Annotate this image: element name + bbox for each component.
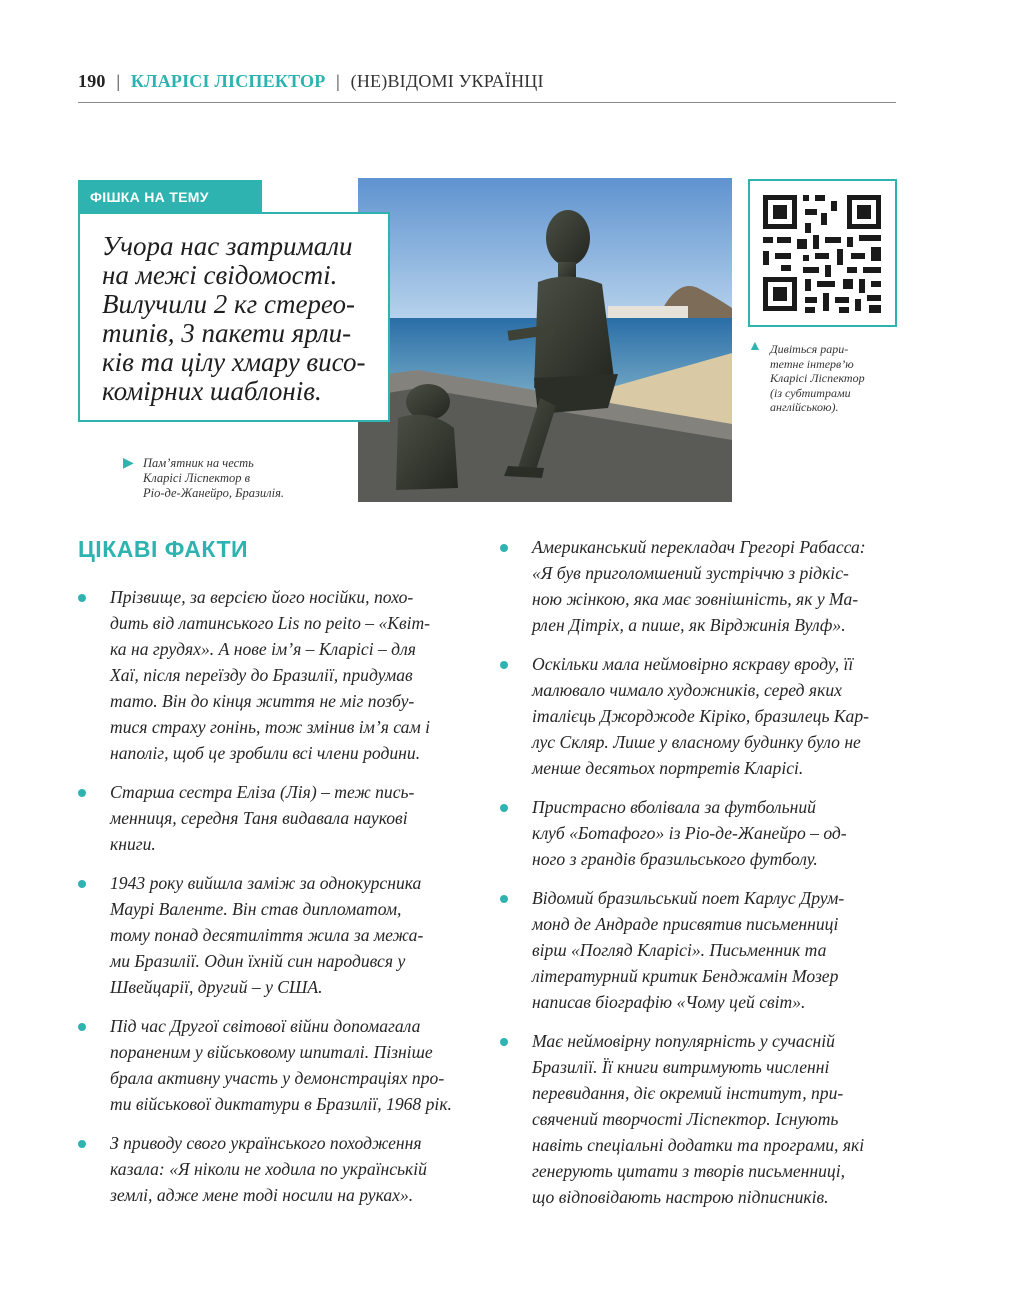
- fact-line: рлен Дітріх, а пише, як Вірджинія Вулф».: [532, 615, 846, 635]
- fact-line: З приводу свого українського походження: [110, 1133, 422, 1153]
- bullet-icon: [500, 1038, 508, 1046]
- bullet-icon: [78, 880, 86, 888]
- header-separator: |: [336, 71, 340, 91]
- fishka-line: комірних шаблонів.: [102, 376, 322, 406]
- bullet-icon: [500, 544, 508, 552]
- fact-item: [500, 794, 900, 872]
- fact-line: землі, адже мене тоді носили на руках».: [110, 1185, 414, 1205]
- qr-code-icon: [750, 181, 895, 325]
- fact-line: казала: «Я ніколи не ходила по українській: [110, 1159, 427, 1179]
- chapter-title: КЛАРІСІ ЛІСПЕКТОР: [130, 71, 326, 91]
- fact-line: італієць Джорджоде Кіріко, бразилець Кар-: [532, 706, 870, 726]
- fact-line: написав біографію «Чому цей світ».: [532, 992, 806, 1012]
- fact-line: Має неймовірну популярність у сучасній: [532, 1031, 835, 1051]
- qr-caption-line: (із субтитрами: [770, 385, 851, 400]
- bullet-icon: [500, 804, 508, 812]
- fact-line: вірш «Погляд Кларісі». Письменник та: [532, 940, 827, 960]
- bullet-icon: [78, 1023, 86, 1031]
- fact-line: «Я був приголомшений зустріччю з рідкіс-: [532, 563, 849, 583]
- fact-line: тато. Він до кінця життя не міг позбу-: [110, 691, 415, 711]
- fact-item: [500, 1028, 900, 1210]
- fact-item: [78, 870, 478, 1000]
- fact-line: Американський перекладач Грегорі Рабасса:: [532, 537, 866, 557]
- fact-item: [78, 1130, 478, 1208]
- fact-line: 1943 року вийшла заміж за однокурсника: [110, 873, 422, 893]
- caption-triangle-icon: ▲: [748, 339, 762, 354]
- photo-caption-line: Кларісі Ліспектор в: [143, 471, 251, 485]
- fact-line: Швейцарії, другий – у США.: [110, 977, 323, 997]
- fact-line: тися страху гонінь, тож змінив ім’я сам і: [110, 717, 430, 737]
- fact-line: що відповідають настрою підписників.: [532, 1187, 829, 1207]
- header-separator: |: [116, 71, 121, 91]
- fact-line: навіть спеціальні додатки та програми, які: [532, 1135, 865, 1155]
- facts-title: ЦІКАВІ ФАКТИ: [78, 536, 249, 562]
- fishka-text: [102, 232, 374, 406]
- fact-line: Оскільки мала неймовірно яскраву вроду, її: [532, 654, 854, 674]
- qr-caption-line: тетне інтерв’ю: [770, 356, 854, 371]
- fact-line: Прізвище, за версією його носійки, похо-: [110, 587, 414, 607]
- fishka-line: Вилучили 2 кг стерео-: [102, 289, 356, 319]
- fact-item: [78, 1013, 478, 1117]
- fact-line: генерують цитати з творів письменниці,: [532, 1161, 845, 1181]
- fact-item: [500, 534, 900, 638]
- qr-caption-line: Дивіться рари-: [770, 342, 849, 356]
- fact-line: Старша сестра Еліза (Лія) – теж пись-: [110, 782, 415, 802]
- fact-line: перевидання, діє окремий інститут, при-: [532, 1083, 844, 1103]
- fishka-line: ків та цілу хмару висо-: [102, 347, 366, 377]
- bullet-icon: [78, 594, 86, 602]
- bullet-icon: [500, 661, 508, 669]
- fact-line: малювало чимало художників, серед яких: [532, 680, 842, 700]
- fact-line: ною жінкою, яка має зовнішність, як у Ма-: [532, 589, 859, 609]
- facts-column-left: [78, 584, 478, 1221]
- fact-line: книги.: [110, 834, 156, 854]
- fact-line: тому понад десятиліття жила за межа-: [110, 925, 424, 945]
- fact-line: пораненим у військовому шпиталі. Пізніше: [110, 1042, 433, 1062]
- caption-triangle-icon: ▶: [123, 456, 134, 471]
- photo-caption-line: Пам’ятник на честь: [143, 456, 254, 470]
- fact-item: [78, 779, 478, 857]
- fact-line: Пристрасно вболівала за футбольний: [532, 797, 816, 817]
- fact-line: Відомий бразильський поет Карлус Друм-: [532, 888, 845, 908]
- page-number: 190: [78, 71, 106, 91]
- photo-caption-line: Ріо-де-Жанейро, Бразилія.: [143, 486, 285, 500]
- qr-caption-line: англійською).: [770, 400, 839, 414]
- fishka-box: [78, 212, 390, 422]
- fact-line: ного з грандів бразильського футболу.: [532, 849, 818, 869]
- fact-line: менниця, середня Таня видавала наукові: [110, 808, 408, 828]
- fact-line: Під час Другої світової війни допомагала: [110, 1016, 421, 1036]
- qr-caption: [748, 339, 900, 415]
- bullet-icon: [78, 789, 86, 797]
- fishka-line: типів, 3 пакети ярли-: [102, 318, 352, 348]
- fact-line: брала активну участь у демонстраціях про-: [110, 1068, 445, 1088]
- fact-line: дить від латинського Lis no peito – «Квіт-: [110, 613, 431, 633]
- fact-line: менше десятьох портретів Кларісі.: [532, 758, 804, 778]
- bullet-icon: [78, 1140, 86, 1148]
- facts-column-right: [500, 534, 900, 1223]
- bullet-icon: [500, 895, 508, 903]
- book-title: (НЕ)ВІДОМІ УКРАЇНЦІ: [350, 71, 544, 91]
- fact-item: [500, 885, 900, 1015]
- fishka-line: Учора нас затримали: [102, 231, 353, 261]
- fact-line: клуб «Ботафого» із Ріо-де-Жанейро – од-: [532, 823, 847, 843]
- fact-line: Бразилії. Її книги витримують численні: [532, 1057, 830, 1077]
- fact-line: ка на грудях». А нове ім’я – Кларісі – для: [110, 639, 416, 659]
- photo-caption: [123, 456, 353, 501]
- fact-line: свячений творчості Ліспектор. Існують: [532, 1109, 839, 1129]
- fact-item: [78, 584, 478, 766]
- fact-line: ми Бразилії. Один їхній син народився у: [110, 951, 406, 971]
- qr-caption-line: Кларісі Ліспектор: [770, 371, 865, 385]
- fact-line: наполіг, щоб це зробили всі члени родини.: [110, 743, 421, 763]
- fishka-label: ФІШКА НА ТЕМУ: [78, 180, 262, 212]
- fishka-line: на межі свідомості.: [102, 260, 338, 290]
- fact-item: [500, 651, 900, 781]
- fact-line: літературний критик Бенджамін Мозер: [532, 966, 839, 986]
- fact-line: Хаї, після переїзду до Бразилії, придумав: [110, 665, 413, 685]
- fact-line: Маурі Валенте. Він став дипломатом,: [110, 899, 402, 919]
- qr-code-box[interactable]: [748, 179, 897, 327]
- statue-photo: [358, 178, 732, 502]
- fact-line: ти військової диктатури в Бразилії, 1968 рік.: [110, 1094, 452, 1114]
- fact-line: лус Скляр. Лише у власному будинку було не: [532, 732, 861, 752]
- page-header: [78, 68, 896, 103]
- fact-line: монд де Андраде присвятив письменниці: [532, 914, 839, 934]
